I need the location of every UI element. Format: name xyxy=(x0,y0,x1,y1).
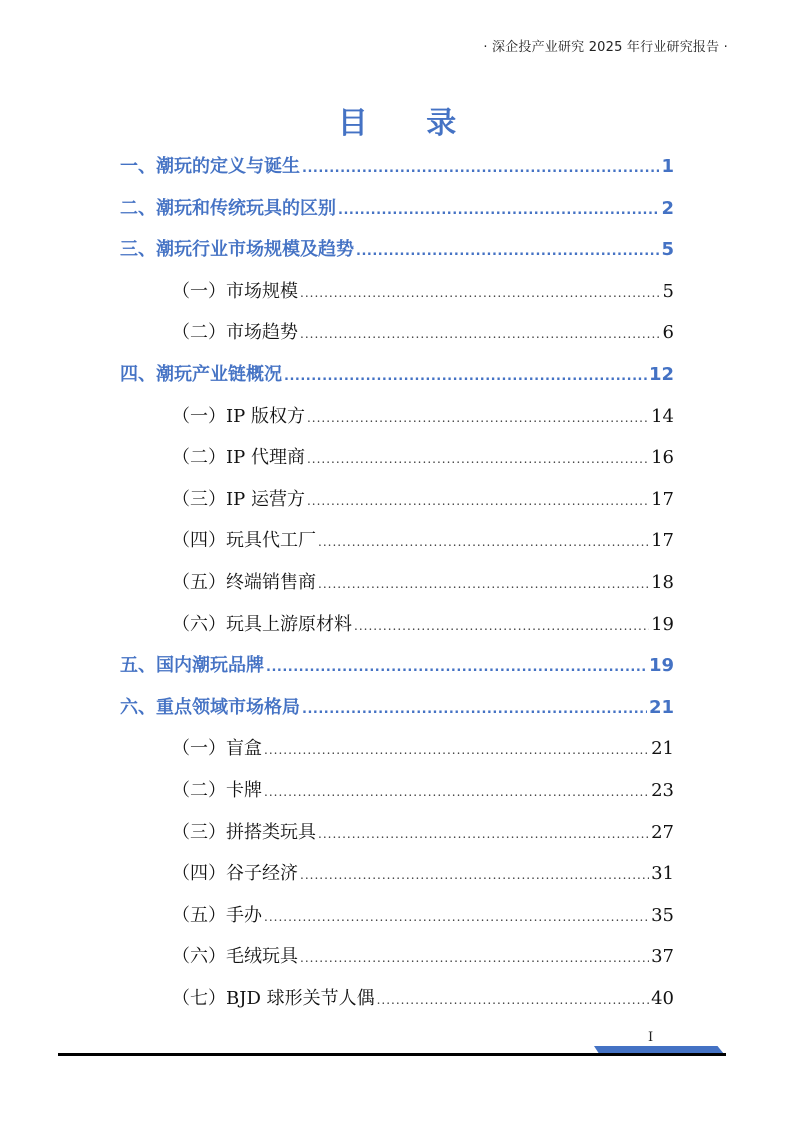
toc-dot-leader xyxy=(264,728,649,772)
running-header: · 深企投产业研究 2025 年行业研究报告 · xyxy=(483,40,728,55)
toc-dot-leader xyxy=(307,437,649,481)
toc-dot-leader xyxy=(284,354,647,398)
toc-entry-label: 五、国内潮玩品牌 xyxy=(120,655,264,677)
toc-entry-page-number: 12 xyxy=(648,363,674,385)
toc-entry-label: （五）终端销售商 xyxy=(172,571,316,593)
footer-page-number: I xyxy=(648,1030,654,1045)
toc-dot-leader xyxy=(318,520,649,564)
toc-entry-section[interactable] xyxy=(120,312,674,354)
toc-entry-page-number: 19 xyxy=(651,613,674,635)
toc-dot-leader xyxy=(300,312,661,356)
toc-entry-page-number: 21 xyxy=(648,696,674,718)
toc-entry-page-number: 17 xyxy=(651,488,674,510)
toc-entry-section[interactable] xyxy=(120,978,674,1020)
toc-entry-page-number: 23 xyxy=(651,779,674,801)
page-title: 目 录 xyxy=(337,106,481,141)
toc-entry-section[interactable] xyxy=(120,812,674,854)
toc-entry-page-number: 6 xyxy=(662,322,674,344)
toc-entry-label: （二）IP 代理商 xyxy=(172,447,305,469)
toc-entry-page-number: 5 xyxy=(661,239,674,261)
toc-entry-page-number: 16 xyxy=(651,447,674,469)
toc-entry-label: （二）市场趋势 xyxy=(172,322,298,344)
toc-dot-leader xyxy=(307,396,649,440)
toc-dot-leader xyxy=(318,562,649,606)
toc-entry-page-number: 37 xyxy=(651,946,674,968)
toc-entry-chapter[interactable] xyxy=(120,687,674,729)
toc-dot-leader xyxy=(264,770,649,814)
toc-entry-label: 二、潮玩和传统玩具的区别 xyxy=(120,197,336,219)
toc-dot-leader xyxy=(300,936,649,980)
toc-entry-label: （一）盲盒 xyxy=(172,738,262,760)
toc-entry-page-number: 19 xyxy=(648,655,674,677)
toc-dot-leader xyxy=(302,146,659,190)
toc-entry-label: （一）IP 版权方 xyxy=(172,405,305,427)
toc-entry-page-number: 21 xyxy=(651,738,674,760)
toc-entry-page-number: 31 xyxy=(651,863,674,885)
toc-entry-section[interactable] xyxy=(120,770,674,812)
toc-entry-chapter[interactable] xyxy=(120,146,674,188)
toc-entry-label: （五）手办 xyxy=(172,904,262,926)
footer-rule xyxy=(58,1053,726,1056)
toc-entry-chapter[interactable] xyxy=(120,645,674,687)
toc-entry-section[interactable] xyxy=(120,728,674,770)
toc-entry-label: （七）BJD 球形关节人偶 xyxy=(172,987,375,1009)
toc-entry-label: （二）卡牌 xyxy=(172,779,262,801)
toc-entry-page-number: 1 xyxy=(661,156,674,177)
toc-entry-section[interactable] xyxy=(120,437,674,479)
toc-entry-section[interactable] xyxy=(120,604,674,646)
toc-entry-label: （三）IP 运营方 xyxy=(172,488,305,510)
toc-dot-leader xyxy=(338,188,659,232)
toc-entry-page-number: 17 xyxy=(651,530,674,552)
toc-entry-label: （四）玩具代工厂 xyxy=(172,530,316,552)
toc-entry-label: （三）拼搭类玩具 xyxy=(172,821,316,843)
toc-entry-label: 四、潮玩产业链概况 xyxy=(120,363,282,385)
toc-entry-section[interactable] xyxy=(120,936,674,978)
toc-entry-page-number: 14 xyxy=(651,405,674,427)
toc-dot-leader xyxy=(266,645,647,689)
toc-dot-leader xyxy=(264,895,649,939)
toc-entry-label: （四）谷子经济 xyxy=(172,863,298,885)
toc-entry-page-number: 27 xyxy=(651,821,674,843)
toc-entry-section[interactable] xyxy=(120,479,674,521)
toc-dot-leader xyxy=(318,812,649,856)
toc-entry-page-number: 18 xyxy=(651,571,674,593)
toc-dot-leader xyxy=(307,479,649,523)
toc-dot-leader xyxy=(354,604,649,648)
toc-entry-section[interactable] xyxy=(120,396,674,438)
table-of-contents xyxy=(120,146,674,1019)
toc-dot-leader xyxy=(377,978,649,1022)
toc-entry-label: 三、潮玩行业市场规模及趋势 xyxy=(120,239,354,261)
toc-entry-page-number: 2 xyxy=(661,197,674,219)
toc-entry-label: 一、潮玩的定义与诞生 xyxy=(120,156,300,177)
toc-entry-label: 六、重点领域市场格局 xyxy=(120,696,300,718)
toc-dot-leader xyxy=(300,271,661,315)
toc-entry-page-number: 5 xyxy=(662,280,674,302)
toc-entry-chapter[interactable] xyxy=(120,354,674,396)
toc-entry-chapter[interactable] xyxy=(120,188,674,230)
toc-dot-leader xyxy=(356,229,659,273)
toc-entry-label: （六）毛绒玩具 xyxy=(172,946,298,968)
toc-entry-chapter[interactable] xyxy=(120,229,674,271)
toc-entry-section[interactable] xyxy=(120,853,674,895)
toc-entry-label: （六）玩具上游原材料 xyxy=(172,613,352,635)
toc-dot-leader xyxy=(300,853,649,897)
toc-entry-page-number: 40 xyxy=(651,987,674,1009)
toc-entry-section[interactable] xyxy=(120,271,674,313)
toc-entry-page-number: 35 xyxy=(651,904,674,926)
toc-entry-section[interactable] xyxy=(120,562,674,604)
toc-entry-label: （一）市场规模 xyxy=(172,280,298,302)
toc-entry-section[interactable] xyxy=(120,520,674,562)
toc-dot-leader xyxy=(302,687,647,731)
toc-entry-section[interactable] xyxy=(120,895,674,937)
